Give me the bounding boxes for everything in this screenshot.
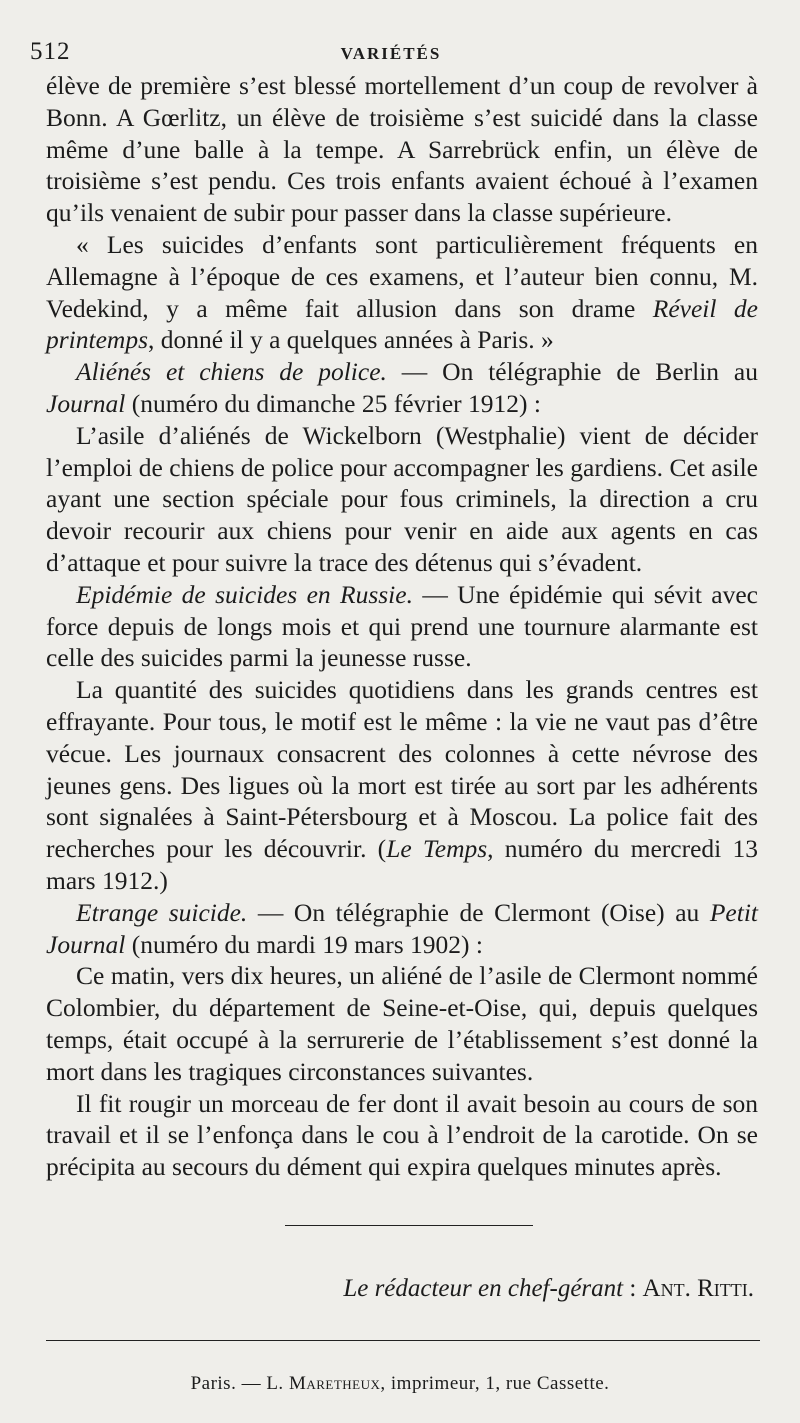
signature-role: Le rédacteur en chef-gérant <box>343 1275 624 1302</box>
signature <box>343 1275 754 1303</box>
play-title: Réveil de printemps <box>46 293 758 355</box>
section-heading: Etrange suicide. <box>76 897 248 927</box>
newspaper-title: Journal <box>46 388 126 418</box>
paragraph-text: — On télégraphie de Clermont (Oise) au <box>247 897 710 927</box>
signature-separator: : <box>623 1275 643 1302</box>
printer-text: Paris. — L. <box>190 1373 289 1394</box>
section-divider <box>285 1225 533 1226</box>
printer-name: Maretheux <box>288 1373 381 1394</box>
paragraph-morceau-fer: Il fit rougir un morceau de fer dont il avait besoin au cours de son travail et il se l’enfonça dans le cou à l’endroit de la carotide. On se précipita au secours du dément qui expira quelques minutes après. <box>46 1088 758 1182</box>
section-epidemie <box>46 579 758 674</box>
page-number: 512 <box>30 38 71 65</box>
paragraph-wickelborn: L’asile d’aliénés de Wickelborn (Westphalie) vient de décider l’emploi de chiens de police pour accompagner les gardiens. Cet asile ayant une section spéciale pour fous criminels, la direction a cru devoir recourir aux chiens pour venir en aide aux agents en cas d’attaque et pour suivre la trace des détenus qui s’évadent. <box>46 420 758 577</box>
paragraph-quote <box>46 229 758 356</box>
paragraph-text: — On télégraphie de Berlin au <box>386 357 758 387</box>
paragraph-text: (numéro du dimanche 25 février 1912) : <box>125 388 541 418</box>
page-header <box>30 34 752 74</box>
paragraph-text: , donné il y a quelques années à Paris. » <box>148 325 554 355</box>
signature-name: Ant. Ritti. <box>642 1275 754 1302</box>
paragraph-text: « Les suicides d’enfants sont particulièrement fréquents en Allemagne à l’époque de ces examens, et l’auteur bien connu, M. Vedekind, y a même fait allusion dans son drame <box>46 229 758 323</box>
newspaper-title: Petit Journal <box>46 897 758 959</box>
paragraph-quantite <box>46 674 758 897</box>
printer-imprint <box>0 1373 800 1395</box>
newspaper-title: Le Temps <box>386 834 488 864</box>
paragraph-clermont: Ce matin, vers dix heures, un aliéné de l’asile de Clermont nommé Colombier, du département de Seine-et-Oise, qui, depuis quelques temps, était occupé à la serrurerie de l’établissement s’est donné la mort dans les tragiques circonstances suivantes. <box>46 961 758 1086</box>
section-heading: Epidémie de suicides en Russie. <box>76 579 413 609</box>
footer-rule <box>46 1340 760 1341</box>
paragraph-text: (numéro du mardi 19 mars 1902) : <box>125 929 483 959</box>
section-heading: Aliénés et chiens de police. <box>76 357 387 387</box>
body-text <box>46 70 758 1183</box>
paragraph-text: , numéro du mercredi 13 mars 1912.) <box>46 834 758 895</box>
paragraph-text: — Une épidémie qui sévit avec force depuis de longs mois et qui prend une tournure alarmante est celle des suicides parmi la jeunesse russe. <box>46 579 758 673</box>
section-etrange-suicide <box>46 897 758 961</box>
printer-text: , imprimeur, 1, rue Cassette. <box>380 1373 610 1394</box>
paragraph-text: La quantité des suicides quotidiens dans les grands centres est effrayante. Pour tous, le motif est le même : la vie ne vaut pas d’être vécue. Les journaux consacrent des colonnes à cette névrose des jeunes gens. Des ligues où la mort est tirée au sort par les adhérents sont signalées à Saint-Pétersbourg et à Moscou. La police fait des recherches pour les découvrir. ( <box>46 675 758 864</box>
running-head: VARIÉTÉS <box>340 44 442 63</box>
paragraph-continuation: élève de première s’est blessé mortellement d’un coup de revolver à Bonn. A Gœrlitz, un élève de troisième s’est suicidé dans la classe même d’une balle à la tempe. A Sarrebrück enfin, un élève de troisième s’est pendu. Ces trois enfants avaient échoué à l’examen qu’ils venaient de subir pour passer dans la classe supérieure. <box>46 71 758 228</box>
section-alienes-chiens <box>46 356 758 420</box>
